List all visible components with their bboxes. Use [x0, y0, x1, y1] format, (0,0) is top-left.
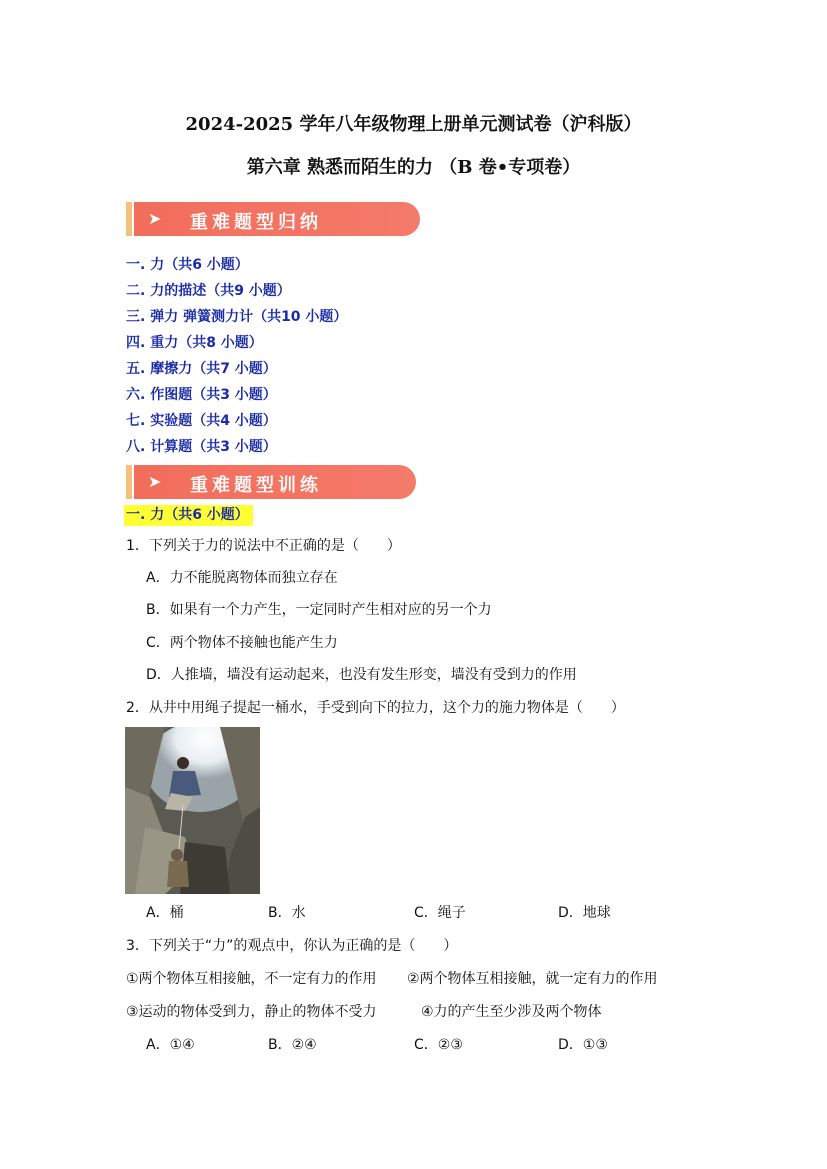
topic-item: 六. 作图题（共3 小题）: [126, 387, 277, 403]
q2-option-a: A．桶: [146, 905, 184, 921]
topic-item: 七. 实验题（共4 小题）: [126, 413, 277, 429]
q1-option-a: A．力不能脱离物体而独立存在: [146, 570, 338, 586]
topic-item: 二. 力的描述（共9 小题）: [126, 283, 291, 299]
q2-option-b: B．水: [268, 905, 306, 921]
q3-option-b: B．②④: [268, 1037, 317, 1053]
q3-option-a: A．①④: [146, 1037, 195, 1053]
q2-option-c: C．绳子: [414, 905, 466, 921]
q3-option-c: C．②③: [414, 1037, 463, 1053]
q3-option-d: D．①③: [558, 1037, 608, 1053]
question-3-stem: 3．下列关于“力”的观点中，你认为正确的是（ ）: [126, 938, 458, 954]
q3-statement-2: ②两个物体互相接触，就一定有力的作用: [407, 971, 658, 987]
q1-option-c: C．两个物体不接触也能产生力: [146, 635, 338, 651]
topic-item: 三. 弹力 弹簧测力计（共10 小题）: [126, 309, 348, 325]
topic-item: 一. 力（共6 小题）: [126, 257, 249, 273]
topic-item: 五. 摩擦力（共7 小题）: [126, 361, 277, 377]
banner-accent-bar: [126, 202, 132, 236]
q2-option-d: D．地球: [558, 905, 611, 921]
q3-statement-3: ③运动的物体受到力，静止的物体不受力: [126, 1004, 377, 1020]
banner-title: 重难题型训练: [190, 475, 322, 496]
chevron-right-icon: ➤: [148, 209, 162, 228]
document-title: 2024-2025 学年八年级物理上册单元测试卷（沪科版）: [185, 114, 642, 135]
banner-training: [126, 465, 416, 499]
chevron-right-icon: ➤: [148, 472, 162, 491]
question-1-stem: 1．下列关于力的说法中不正确的是（ ）: [126, 538, 401, 554]
topic-list: [126, 255, 347, 463]
banner-accent-bar: [126, 465, 132, 499]
question-2-stem: 2．从井中用绳子提起一桶水，手受到向下的拉力，这个力的施力物体是（ ）: [126, 700, 625, 716]
document-subtitle: 第六章 熟悉而陌生的力 （B 卷•专项卷）: [246, 157, 581, 178]
topic-item: 八. 计算题（共3 小题）: [126, 439, 277, 455]
q3-statement-1: ①两个物体互相接触，不一定有力的作用: [126, 971, 377, 987]
topic-item: 四. 重力（共8 小题）: [126, 335, 263, 351]
section-heading: 一. 力（共6 小题）: [124, 505, 253, 526]
well-photo: [125, 727, 260, 894]
banner-summary: [126, 202, 420, 236]
q1-option-d: D．人推墙，墙没有运动起来，也没有发生形变，墙没有受到力的作用: [146, 667, 577, 683]
q1-option-b: B．如果有一个力产生，一定同时产生相对应的另一个力: [146, 602, 492, 618]
q3-statement-4: ④力的产生至少涉及两个物体: [421, 1004, 602, 1020]
banner-title: 重难题型归纳: [190, 212, 322, 233]
